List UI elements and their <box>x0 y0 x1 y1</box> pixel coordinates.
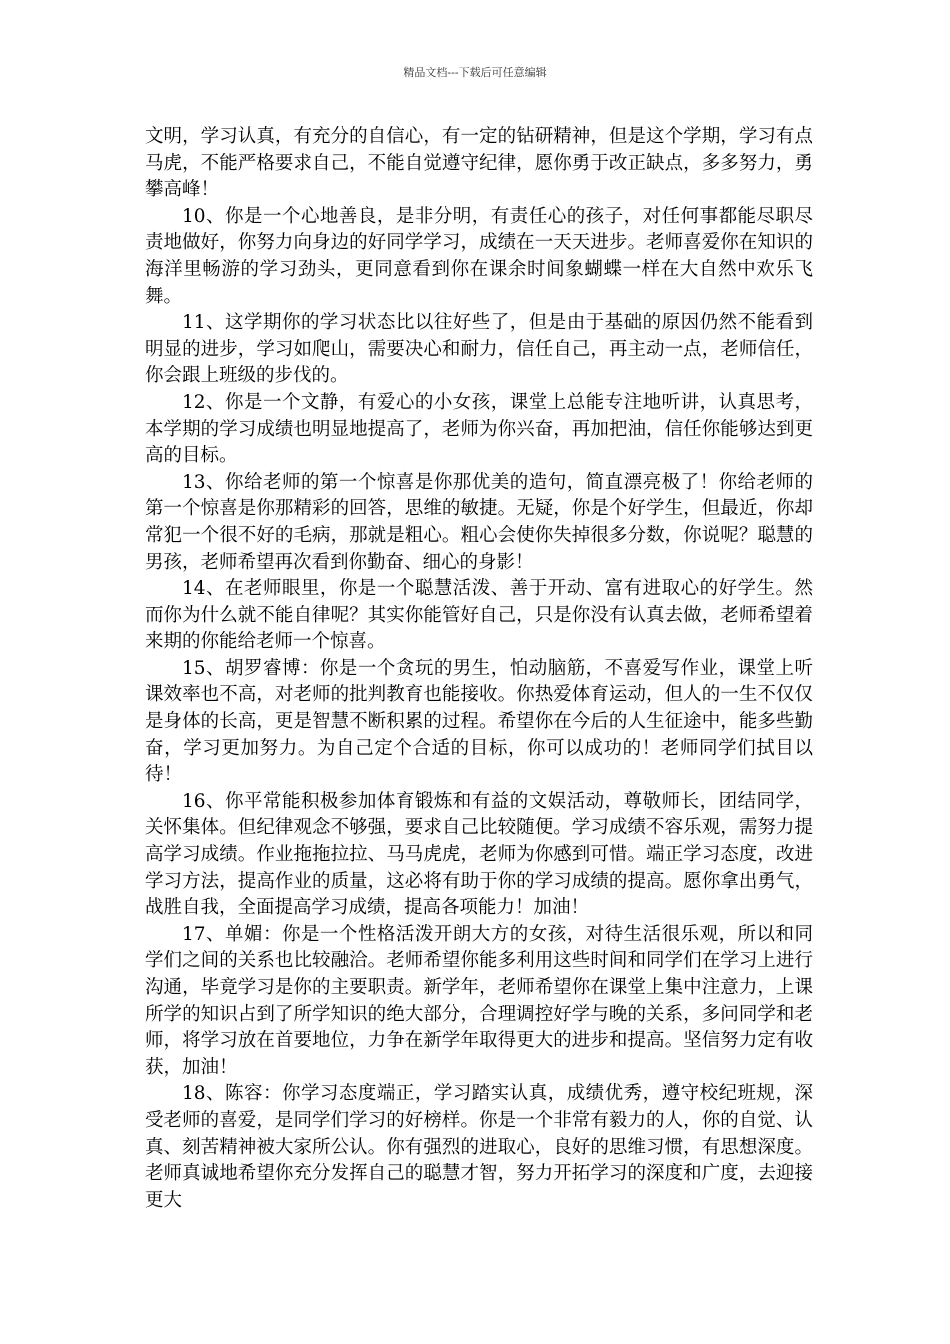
paragraph-comment-12: 12、你是一个文静，有爱心的小女孩，课堂上总能专注地听讲，认真思考，本学期的学习成绩也明显地提高了，老师为你兴奋，再加把油，信任你能够达到更高的目标。 <box>145 391 813 467</box>
paragraph-comment-16: 16、你平常能积极参加体育锻炼和有益的文娱活动，尊敬师长，团结同学，关怀集体。但纪律观念不够强，要求自己比较随便。学习成绩不容乐观，需努力提高学习成绩。作业拖拖拉拉、马马虎虎，老师为你感到可惜。端正学习态度，改进学习方法，提高作业的质量，这必将有助于你的学习成绩的提高。愿你拿出勇气，战胜自我，全面提高学习成绩，提高各项能力！加油！ <box>145 790 813 919</box>
paragraph-comment-17: 17、单媚：你是一个性格活泼开朗大方的女孩，对待生活很乐观，所以和同学们之间的关系也比较融洽。老师希望你能多利用这些时间和同学们在学习上进行沟通，毕竟学习是你的主要职责。新学年，老师希望你在课堂上集中注意力，上课所学的知识占到了所学知识的绝大部分，合理调控好学与晚的关系，多问同学和老师，将学习放在首要地位，力争在新学年取得更大的进步和提高。坚信努力定有收获，加油！ <box>145 923 813 1078</box>
paragraph-comment-13: 13、你给老师的第一个惊喜是你那优美的造句，简直漂亮极了！你给老师的第一个惊喜是你那精彩的回答，思维的敏捷。无疑，你是个好学生，但最近，你却常犯一个很不好的毛病，那就是粗心。粗心会使你失掉很多分数，你说呢？聪慧的男孩，老师希望再次看到你勤奋、细心的身影！ <box>145 471 813 573</box>
page-header: 精品文档---下载后可任意编辑 <box>403 66 547 79</box>
paragraph-comment-10: 10、你是一个心地善良，是非分明，有责任心的孩子，对任何事都能尽职尽责地做好，你努力向身边的好同学学习，成绩在一天天进步。老师喜爱你在知识的海洋里畅游的学习劲头，更同意看到你在课余时间象蝴蝶一样在大自然中欢乐飞舞。 <box>145 205 813 307</box>
paragraph-comment-15: 15、胡罗睿博：你是一个贪玩的男生，怕动脑筋，不喜爱写作业，课堂上听课效率也不高，对老师的批判教育也能接收。你热爱体育运动，但人的一生不仅仅是身体的长高，更是智慧不断积累的过程。希望你在今后的人生征途中，能多些勤奋，学习更加努力。为自己定个合适的目标，你可以成功的！老师同学们拭目以待！ <box>145 657 813 786</box>
document-body <box>145 124 813 1214</box>
paragraph-comment-14: 14、在老师眼里，你是一个聪慧活泼、善于开动、富有进取心的好学生。然而你为什么就不能自律呢？其实你能管好自己，只是你没有认真去做，老师希望着来期的你能给老师一个惊喜。 <box>145 578 813 653</box>
paragraph-continuation: 文明，学习认真，有充分的自信心，有一定的钻研精神，但是这个学期，学习有点马虎，不能严格要求自己，不能自觉遵守纪律，愿你勇于改正缺点，多多努力，勇攀高峰！ <box>145 126 813 201</box>
paragraph-comment-18: 18、陈容：你学习态度端正，学习踏实认真，成绩优秀，遵守校纪班规，深受老师的喜爱，是同学们学习的好榜样。你是一个非常有毅力的人，你的自觉、认真、刻苦精神被大家所公认。你有强烈的进取心，良好的思维习惯，有思想深度。老师真诚地希望你充分发挥自己的聪慧才智，努力开拓学习的深度和广度，去迎接更大 <box>145 1083 813 1211</box>
paragraph-comment-11: 11、这学期你的学习状态比以往好些了，但是由于基础的原因仍然不能看到明显的进步，学习如爬山，需要决心和耐力，信任自己，再主动一点，老师信任，你会跟上班级的步伐的。 <box>145 312 813 387</box>
